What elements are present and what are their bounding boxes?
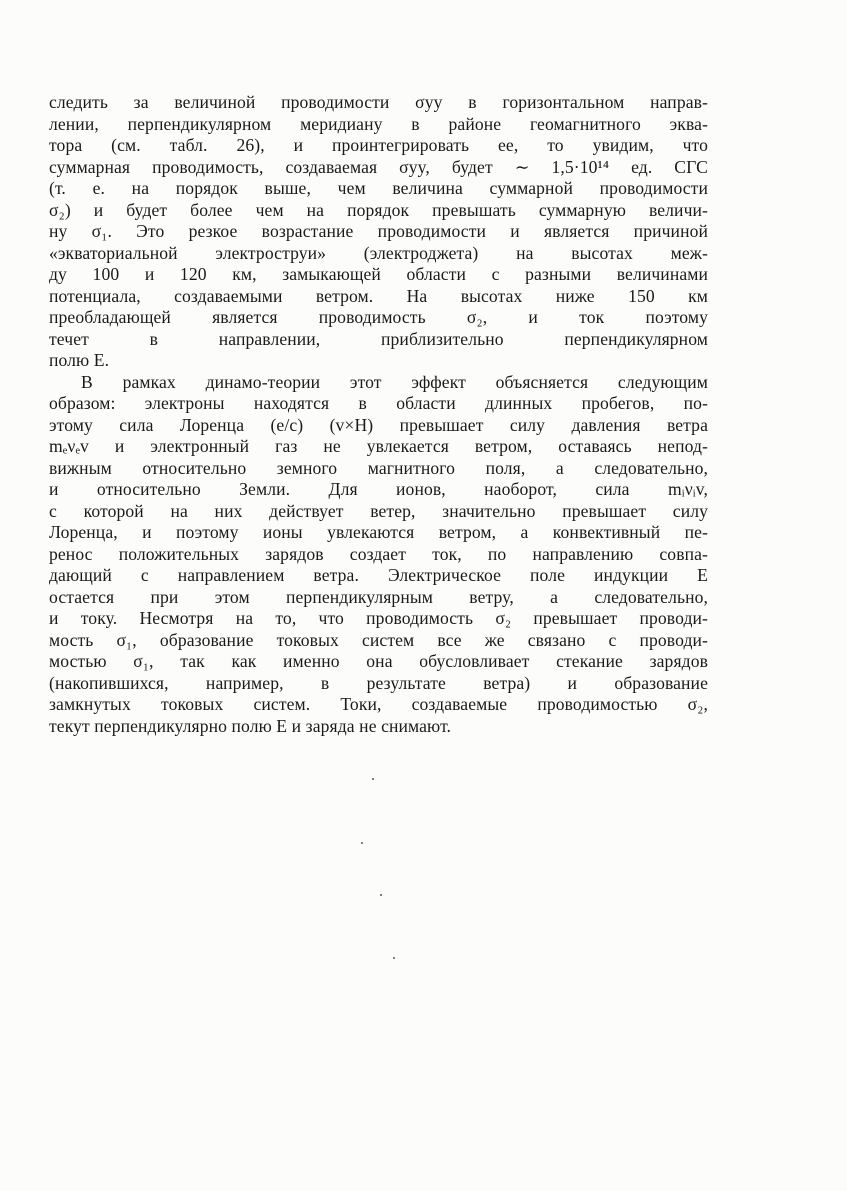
text-line: тора (см. табл. 26), и проинтегрировать ее, то увидим, что bbox=[49, 135, 708, 155]
text-line: потенциала, создаваемыми ветром. На высотах ниже 150 км bbox=[49, 285, 708, 306]
text-line: (накопившихся, например, в результате ветра) и образование bbox=[49, 672, 708, 693]
text-line: суммарная проводимость, создаваемая σyy, будет ∼ 1,5·10¹⁴ ед. СГС bbox=[49, 156, 708, 177]
text-line: следить за величиной проводимости σyy в горизонтальном направ- bbox=[49, 92, 708, 112]
text-line: σ₂) и будет более чем на порядок превышать суммарную величи- bbox=[49, 199, 708, 220]
text-line: лении, перпендикулярном меридиану в районе геомагнитного эква- bbox=[49, 113, 708, 134]
text-line: течет в направлении, приблизительно перпендикулярном bbox=[49, 328, 708, 349]
text-line: ду 100 и 120 км, замыкающей области с разными величинами bbox=[49, 264, 708, 284]
text-line: «экваториальной электроструи» (электроджета) на высотах меж- bbox=[49, 242, 708, 263]
text-line: (т. е. на порядок выше, чем величина суммарной проводимости bbox=[49, 178, 708, 198]
text-line: образом: электроны находятся в области длинных пробегов, по- bbox=[49, 393, 708, 413]
text-line: mₑνₑv и электронный газ не увлекается ветром, оставаясь непод- bbox=[49, 436, 708, 456]
text-line: остается при этом перпендикулярным ветру, а следовательно, bbox=[49, 586, 708, 607]
text-line: ну σ₁. Это резкое возрастание проводимости и является причиной bbox=[49, 221, 708, 241]
scan-speck bbox=[372, 778, 374, 780]
text-line: Лоренца, и поэтому ионы увлекаются ветром, а конвективный пе- bbox=[49, 522, 708, 542]
scan-speck bbox=[393, 957, 395, 959]
text-line: этому сила Лоренца (e/c) (v×H) превышает силу давления ветра bbox=[49, 414, 708, 435]
scan-speck bbox=[380, 894, 382, 896]
text-line: и току. Несмотря на то, что проводимость σ₂ превышает проводи- bbox=[49, 608, 708, 628]
text-line: ренос положительных зарядов создает ток, по направлению совпа- bbox=[49, 543, 708, 564]
text-line: преобладающей является проводимость σ₂, и ток поэтому bbox=[49, 307, 708, 327]
text-line: текут перпендикулярно полю E и заряда не снимают. bbox=[49, 715, 452, 736]
text-line: вижным относительно земного магнитного поля, а следовательно, bbox=[49, 457, 708, 478]
text-line: замкнутых токовых систем. Токи, создаваемые проводимостью σ₂, bbox=[49, 694, 708, 714]
body-text bbox=[49, 92, 708, 737]
text-line: В рамках динамо-теории этот эффект объясняется следующим bbox=[81, 371, 708, 392]
paragraph-1 bbox=[49, 92, 708, 372]
text-line: мостью σ₁, так как именно она обусловливает стекание зарядов bbox=[49, 651, 708, 671]
scan-speck bbox=[361, 842, 363, 844]
text-line: полю E. bbox=[49, 350, 110, 370]
text-line: и относительно Земли. Для ионов, наоборот, сила mᵢνᵢv, bbox=[49, 479, 708, 499]
text-line: дающий с направлением ветра. Электрическое поле индукции E bbox=[49, 565, 708, 585]
text-line: с которой на них действует ветер, значительно превышает силу bbox=[49, 500, 708, 521]
paragraph-2 bbox=[49, 372, 708, 738]
text-line: мость σ₁, образование токовых систем все же связано с проводи- bbox=[49, 629, 708, 650]
